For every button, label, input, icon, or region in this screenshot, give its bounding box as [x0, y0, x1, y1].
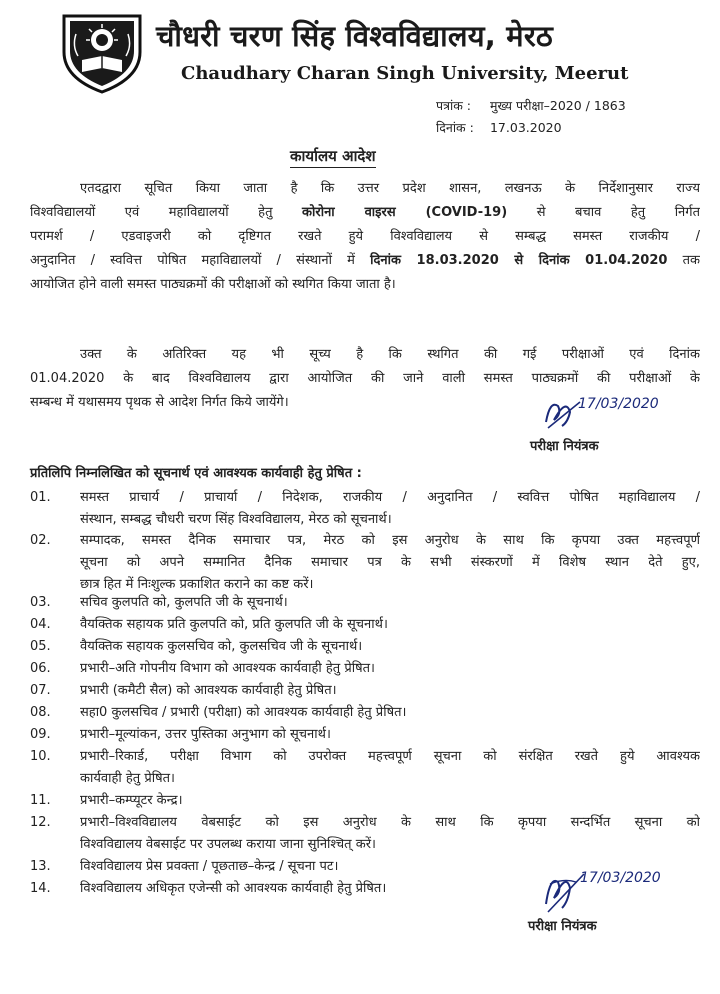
list-item-text: सूचना को अपने सम्मानित दैनिक समाचार पत्र के सभी संस्करणों में विशेष स्थान देते हुए, [80, 555, 700, 570]
list-item-text: संस्थान, सम्बद्ध चौधरी चरण सिंह विश्वविद्यालय, मेरठ को सूचनार्थ। [80, 512, 392, 527]
copy-to-heading: प्रतिलिपि निम्नलिखित को सूचनार्थ एवं आवश्यक कार्यवाही हेतु प्रेषित : [30, 466, 362, 481]
list-item-number: 14. [30, 881, 51, 896]
paragraph-line: एतदद्वारा सूचित किया जाता है कि उत्तर प्रदेश शासन, लखनऊ के निर्देशानुसार राज्य [80, 181, 700, 196]
covid-highlight: कोरोना वाइरस (COVID-19) [302, 205, 508, 220]
paragraph-line: 01.04.2020 के बाद विश्वविद्यालय द्वारा आयोजित की जाने वाली समस्त पाठ्यक्रमों की परीक्षाओं के [30, 371, 700, 386]
list-item-text: समस्त प्राचार्य / प्राचार्या / निदेशक, राजकीय / अनुदानित / स्ववित्त पोषित महाविद्यालय / [80, 490, 700, 505]
list-item-number: 05. [30, 639, 51, 654]
list-item-number: 10. [30, 749, 51, 764]
list-item-text: प्रभारी (कमैटी सैल) को आवश्यक कार्यवाही हेतु प्रेषित। [80, 683, 337, 698]
list-item-number: 04. [30, 617, 51, 632]
reference-date [436, 119, 562, 136]
list-item-text: प्रभारी–रिकार्ड, परीक्षा विभाग को उपरोक्त महत्त्वपूर्ण सूचना को संरक्षित रखते हुये आवश्यक [80, 749, 700, 764]
reference-number-label: पत्रांक : [436, 98, 472, 113]
paragraph-line: अनुदानित / स्ववित्त पोषित महाविद्यालयों / संस्थानों में दिनांक 18.03.2020 से दिनांक 01.04.2020 तक [30, 253, 700, 268]
list-item-number: 01. [30, 490, 51, 505]
list-item-text: विश्वविद्यालय प्रेस प्रवक्ता / पूछताछ–केन्द्र / सूचना पट। [80, 859, 339, 874]
list-item-number: 03. [30, 595, 51, 610]
signer-designation-1: परीक्षा नियंत्रक [530, 439, 599, 454]
list-item-text: वैयक्तिक सहायक कुलसचिव को, कुलसचिव जी के सूचनार्थ। [80, 639, 363, 654]
list-item-text: वैयक्तिक सहायक प्रति कुलपति को, प्रति कुलपति जी के सूचनार्थ। [80, 617, 388, 632]
reference-number [436, 97, 626, 114]
paragraph-line: उक्त के अतिरिक्त यह भी सूच्य है कि स्थगित की गई परीक्षाओं एवं दिनांक [80, 347, 700, 362]
document-heading: कार्यालय आदेश [290, 146, 376, 168]
paragraph-line: आयोजित होने वाली समस्त पाठ्यक्रमों की परीक्षाओं को स्थगित किया जाता है। [30, 277, 396, 292]
list-item-text: सम्पादक, समस्त दैनिक समाचार पत्र, मेरठ को इस अनुरोध के साथ कि कृपया उक्त महत्त्वपूर्ण [80, 533, 700, 548]
list-item-number: 13. [30, 859, 51, 874]
list-item-number: 07. [30, 683, 51, 698]
order-paragraph-1 [30, 177, 700, 297]
list-item-number: 09. [30, 727, 51, 742]
paragraph-line: सम्बन्ध में यथासमय पृथक से आदेश निर्गत किये जायेंगे। [30, 395, 289, 410]
list-item-text: विश्वविद्यालय वेबसाईट पर उपलब्ध कराया जाना सुनिश्चित् करें। [80, 837, 376, 852]
list-item-text: सहा0 कुलसचिव / प्रभारी (परीक्षा) को आवश्यक कार्यवाही हेतु प्रेषित। [80, 705, 407, 720]
university-emblem-icon [56, 12, 148, 96]
list-item-text: प्रभारी–अति गोपनीय विभाग को आवश्यक कार्यवाही हेतु प्रेषित। [80, 661, 375, 676]
list-item-number: 06. [30, 661, 51, 676]
list-item-number: 08. [30, 705, 51, 720]
handwritten-date-2: 17/03/2020 [580, 870, 661, 886]
list-item-number: 12. [30, 815, 51, 830]
list-item-text: प्रभारी–विश्वविद्यालय वेबसाईट को इस अनुरोध के साथ कि कृपया सन्दर्भित सूचना को [80, 815, 700, 830]
reference-number-value: मुख्य परीक्षा–2020 / 1863 [489, 98, 626, 113]
university-title-hindi: चौधरी चरण सिंह विश्वविद्यालय, मेरठ [156, 19, 553, 53]
handwritten-date-1: 17/03/2020 [578, 396, 659, 412]
paragraph-line: विश्वविद्यालयों एवं महाविद्यालयों हेतु कोरोना वाइरस (COVID-19) से बचाव हेतु निर्गत [30, 205, 700, 220]
list-item-text: विश्वविद्यालय अधिकृत एजेन्सी को आवश्यक कार्यवाही हेतु प्रेषित। [80, 881, 387, 896]
list-item-number: 02. [30, 533, 51, 548]
list-item-text: छात्र हित में निःशुल्क प्रकाशित कराने का कष्ट करें। [80, 577, 314, 592]
date-range-highlight: दिनांक 18.03.2020 से दिनांक 01.04.2020 [370, 253, 668, 268]
university-title-english: Chaudhary Charan Singh University, Meerut [181, 63, 629, 84]
list-item-number: 11. [30, 793, 51, 808]
list-item-text: कार्यवाही हेतु प्रेषित। [80, 771, 175, 786]
reference-date-value: 17.03.2020 [489, 120, 562, 135]
signer-designation-2: परीक्षा नियंत्रक [528, 919, 597, 934]
list-item-text: प्रभारी–कम्प्यूटर केन्द्र। [80, 793, 183, 808]
list-item-text: प्रभारी–मूल्यांकन, उत्तर पुस्तिका अनुभाग को सूचनार्थ। [80, 727, 331, 742]
reference-date-label: दिनांक : [436, 120, 474, 135]
list-item-text: सचिव कुलपति को, कुलपति जी के सूचनार्थ। [80, 595, 288, 610]
paragraph-line: परामर्श / एडवाइजरी को दृष्टिगत रखते हुये विश्वविद्यालय से सम्बद्ध समस्त राजकीय / [30, 229, 700, 244]
